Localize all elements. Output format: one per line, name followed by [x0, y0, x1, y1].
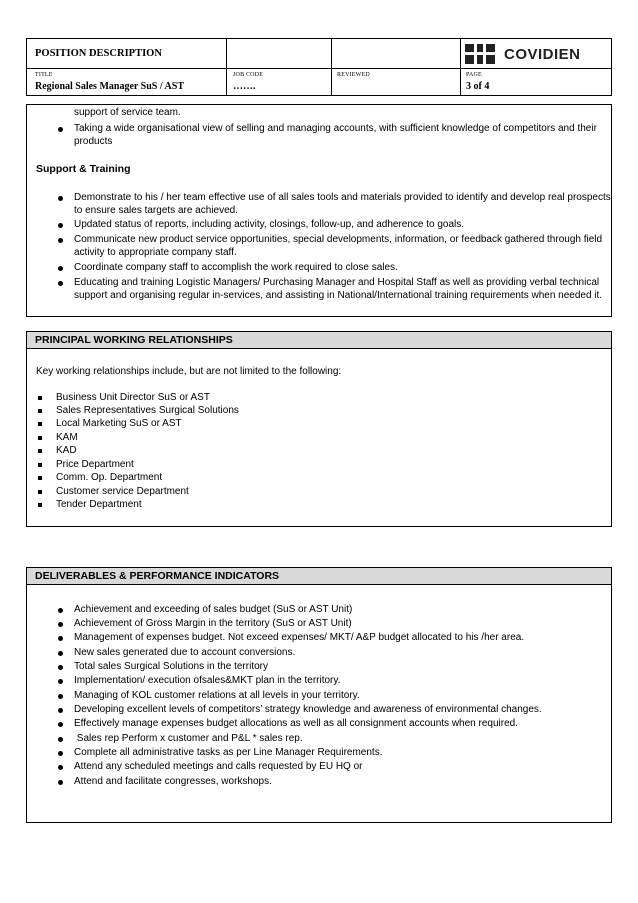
bullet-icon — [58, 238, 63, 243]
covidien-logo-mark-icon — [465, 44, 495, 64]
page-value: 3 of 4 — [466, 81, 490, 92]
wide-view-line-1: Taking a wide organisational view of selling and managing accounts, with sufficient knowledge of competitors and their — [74, 123, 597, 134]
header-divider — [331, 39, 332, 95]
bullet-icon — [58, 608, 63, 613]
title-caption: TITLE — [35, 72, 53, 78]
square-bullet-icon — [38, 409, 42, 413]
square-bullet-icon — [38, 436, 42, 440]
relationship-item: Price Department — [56, 459, 134, 470]
square-bullet-icon — [38, 503, 42, 507]
deliverable-item: Implementation/ execution ofsales&MKT plan in the territory. — [74, 675, 341, 686]
deliverable-item: Total sales Surgical Solutions in the territory — [74, 661, 268, 672]
bullet-icon — [58, 266, 63, 271]
deliverable-item: Developing excellent levels of competitors’ strategy knowledge and awareness of environmental changes. — [74, 704, 542, 715]
header-divider — [27, 68, 611, 69]
list-item: Educating and training Logistic Managers/ Purchasing Manager and Hospital Staff as well as providing verbal technical — [74, 277, 600, 288]
bullet-icon — [58, 679, 63, 684]
list-item-continued: support and organising regular in-services, and assisting in National/International training requirements when needed it. — [74, 290, 603, 301]
relationship-item: Comm. Op. Department — [56, 472, 163, 483]
bullet-icon — [58, 737, 63, 742]
page-caption: PAGE — [466, 72, 482, 78]
bullet-icon — [58, 694, 63, 699]
list-item-continued: activity to appropriate company staff. — [74, 247, 237, 258]
bullet-icon — [58, 751, 63, 756]
deliverable-item: Sales rep Perform x customer and P&L * sales rep. — [74, 733, 303, 744]
square-bullet-icon — [38, 422, 42, 426]
bullet-icon — [58, 622, 63, 627]
bullet-icon — [58, 127, 63, 132]
relationships-heading: PRINCIPAL WORKING RELATIONSHIPS — [27, 332, 611, 349]
job-code-caption: JOB CODE — [233, 72, 264, 78]
relationship-item: Tender Department — [56, 499, 142, 510]
bullet-icon — [58, 722, 63, 727]
header-table — [26, 38, 612, 96]
bullet-icon — [58, 651, 63, 656]
relationship-item: Sales Representatives Surgical Solutions — [56, 405, 239, 416]
relationship-item: Business Unit Director SuS or AST — [56, 392, 210, 403]
deliverable-item: Attend any scheduled meetings and calls requested by EU HQ or — [74, 761, 363, 772]
list-item: Coordinate company staff to accomplish the work required to close sales. — [74, 262, 398, 273]
square-bullet-icon — [38, 463, 42, 467]
bullet-icon — [58, 196, 63, 201]
deliverable-item: Achievement and exceeding of sales budget (SuS or AST Unit) — [74, 604, 353, 615]
continued-line: support of service team. — [74, 107, 181, 118]
square-bullet-icon — [38, 449, 42, 453]
deliverable-item: Achievement of Gross Margin in the territory (SuS or AST Unit) — [74, 618, 352, 629]
bullet-icon — [58, 765, 63, 770]
list-item-continued: to ensure sales targets are achieved. — [74, 205, 238, 216]
list-item: Demonstrate to his / her team effective use of all sales tools and materials provided to identify and develop real prospects — [74, 192, 611, 203]
relationship-item: Local Marketing SuS or AST — [56, 418, 182, 429]
relationships-section — [26, 331, 612, 527]
square-bullet-icon — [38, 396, 42, 400]
list-item: Communicate new product service opportunities, special developments, information, or feedback gathered through field — [74, 234, 603, 245]
header-divider — [460, 39, 461, 95]
deliverable-item: Complete all administrative tasks as per Line Manager Requirements. — [74, 747, 383, 758]
list-item: Updated status of reports, including activity, closings, follow-up, and adherence to goals. — [74, 219, 465, 230]
relationships-intro: Key working relationships include, but are not limited to the following: — [36, 366, 342, 377]
deliverables-heading: DELIVERABLES & PERFORMANCE INDICATORS — [27, 568, 611, 585]
deliverable-item: Attend and facilitate congresses, workshops. — [74, 776, 272, 787]
bullet-icon — [58, 780, 63, 785]
responsibilities-section — [26, 104, 612, 317]
title-value: Regional Sales Manager SuS / AST — [35, 81, 185, 92]
header-divider — [226, 39, 227, 95]
bullet-icon — [58, 636, 63, 641]
covidien-logo — [465, 43, 611, 65]
position-description-title: POSITION DESCRIPTION — [35, 48, 162, 59]
bullet-icon — [58, 223, 63, 228]
reviewed-caption: REVIEWED — [337, 72, 370, 78]
deliverables-section — [26, 567, 612, 823]
relationship-item: KAM — [56, 432, 78, 443]
bullet-icon — [58, 665, 63, 670]
deliverable-item: Effectively manage expenses budget allocations as well as all consignment accounts when required. — [74, 718, 518, 729]
support-training-heading: Support & Training — [36, 163, 131, 175]
wide-view-line-2: products — [74, 136, 113, 147]
relationship-item: KAD — [56, 445, 77, 456]
square-bullet-icon — [38, 490, 42, 494]
deliverable-item: Managing of KOL customer relations at all levels in your territory. — [74, 690, 360, 701]
covidien-logo-text: COVIDIEN — [504, 45, 581, 63]
square-bullet-icon — [38, 476, 42, 480]
deliverable-item: Management of expenses budget. Not exceed expenses/ MKT/ A&P budget allocated to his /her area. — [74, 632, 525, 643]
relationship-item: Customer service Department — [56, 486, 189, 497]
bullet-icon — [58, 708, 63, 713]
bullet-icon — [58, 281, 63, 286]
deliverable-item: New sales generated due to account conversions. — [74, 647, 296, 658]
job-code-value: ……. — [233, 81, 256, 92]
